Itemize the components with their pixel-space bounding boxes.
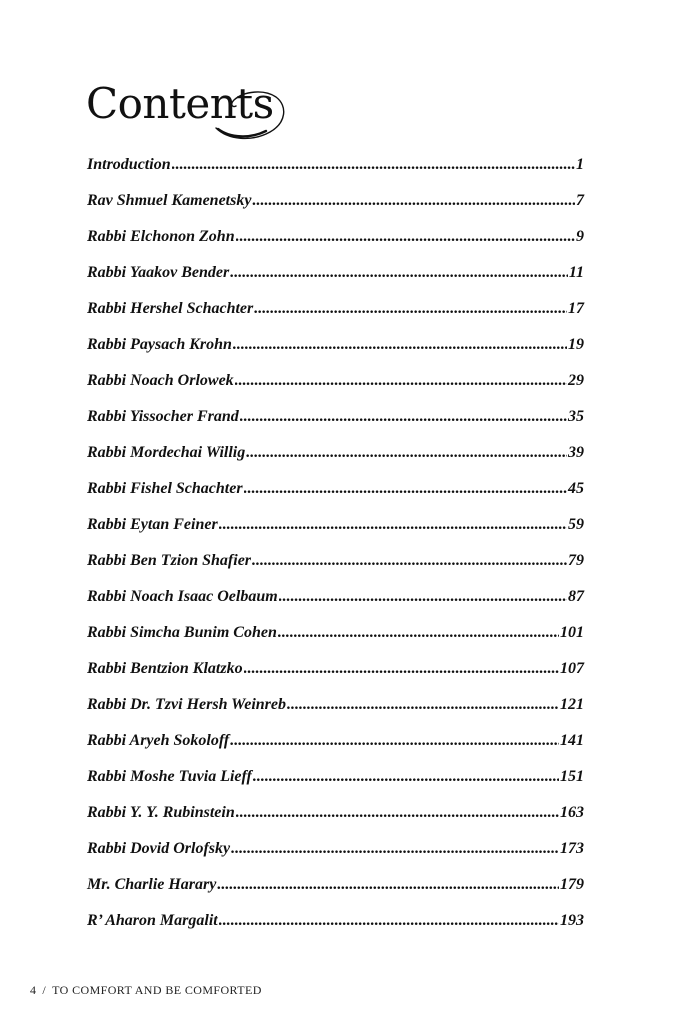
- table-of-contents: [87, 151, 584, 943]
- toc-entry-page: 173: [560, 840, 584, 857]
- toc-dot-leader: [279, 583, 567, 611]
- toc-entry-page: 19: [568, 336, 584, 353]
- toc-entry: [87, 151, 584, 187]
- toc-entry: [87, 547, 584, 583]
- toc-entry-title: Mr. Charlie Harary: [87, 876, 217, 893]
- toc-entry: [87, 295, 584, 331]
- footer-book-title: TO COMFORT AND BE COMFORTED: [52, 983, 262, 997]
- toc-entry-title: Rabbi Fishel Schachter: [87, 480, 243, 497]
- toc-entry-page: 101: [560, 624, 584, 641]
- footer-separator: /: [42, 983, 47, 997]
- toc-dot-leader: [219, 511, 567, 539]
- page-title: Contents: [86, 79, 274, 128]
- toc-entry: [87, 835, 584, 871]
- toc-entry: [87, 907, 584, 943]
- toc-entry-page: 121: [560, 696, 584, 713]
- toc-dot-leader: [172, 151, 575, 179]
- contents-heading: [86, 78, 306, 148]
- toc-entry: [87, 439, 584, 475]
- toc-dot-leader: [287, 691, 559, 719]
- toc-entry-title: Rabbi Mordechai Willig: [87, 444, 246, 461]
- toc-entry-title: Rabbi Simcha Bunim Cohen: [87, 624, 277, 641]
- toc-dot-leader: [236, 223, 575, 251]
- toc-entry-title: Rabbi Noach Orlowek: [87, 372, 234, 389]
- toc-dot-leader: [219, 907, 559, 935]
- toc-dot-leader: [278, 619, 559, 647]
- toc-entry-page: 163: [560, 804, 584, 821]
- toc-entry-page: 9: [576, 228, 584, 245]
- toc-dot-leader: [230, 727, 559, 755]
- toc-entry-page: 11: [568, 264, 584, 281]
- toc-entry-title: Rabbi Elchonon Zohn: [87, 228, 235, 245]
- toc-entry: [87, 331, 584, 367]
- toc-entry-page: 29: [568, 372, 584, 389]
- toc-entry-title: Rabbi Eytan Feiner: [87, 516, 218, 533]
- toc-entry-page: 17: [568, 300, 584, 317]
- toc-entry-title: Introduction: [87, 156, 171, 173]
- toc-entry: [87, 871, 584, 907]
- toc-dot-leader: [252, 187, 575, 215]
- toc-entry-page: 79: [568, 552, 584, 569]
- toc-entry-page: 59: [568, 516, 584, 533]
- toc-entry-page: 151: [560, 768, 584, 785]
- toc-entry: [87, 367, 584, 403]
- toc-entry-title: Rabbi Dr. Tzvi Hersh Weinreb: [87, 696, 286, 713]
- toc-entry-title: Rav Shmuel Kamenetsky: [87, 192, 252, 209]
- toc-entry-page: 45: [568, 480, 584, 497]
- swash-flourish-icon: [214, 88, 288, 144]
- toc-dot-leader: [231, 835, 559, 863]
- toc-dot-leader: [236, 799, 559, 827]
- toc-entry-title: Rabbi Ben Tzion Shafier: [87, 552, 252, 569]
- toc-entry-title: Rabbi Dovid Orlofsky: [87, 840, 231, 857]
- toc-entry: [87, 619, 584, 655]
- toc-entry-title: Rabbi Hershel Schachter: [87, 300, 254, 317]
- toc-dot-leader: [254, 295, 567, 323]
- toc-dot-leader: [244, 655, 559, 683]
- toc-entry: [87, 727, 584, 763]
- toc-entry: [87, 511, 584, 547]
- toc-entry-title: Rabbi Moshe Tuvia Lieff: [87, 768, 252, 785]
- toc-entry-page: 141: [560, 732, 584, 749]
- toc-entry-title: Rabbi Paysach Krohn: [87, 336, 232, 353]
- toc-entry-title: Rabbi Y. Y. Rubinstein: [87, 804, 235, 821]
- toc-dot-leader: [235, 367, 567, 395]
- toc-dot-leader: [244, 475, 567, 503]
- toc-dot-leader: [217, 871, 559, 899]
- toc-entry-title: Rabbi Yissocher Frand: [87, 408, 239, 425]
- toc-entry: [87, 691, 584, 727]
- toc-dot-leader: [246, 439, 567, 467]
- toc-entry: [87, 223, 584, 259]
- toc-entry: [87, 763, 584, 799]
- toc-dot-leader: [240, 403, 567, 431]
- toc-entry: [87, 475, 584, 511]
- toc-entry-page: 107: [560, 660, 584, 677]
- toc-entry-title: Rabbi Noach Isaac Oelbaum: [87, 588, 278, 605]
- toc-entry-page: 35: [568, 408, 584, 425]
- toc-entry: [87, 259, 584, 295]
- toc-dot-leader: [252, 547, 567, 575]
- toc-entry: [87, 655, 584, 691]
- toc-entry-page: 39: [568, 444, 584, 461]
- toc-entry: [87, 403, 584, 439]
- toc-entry: [87, 187, 584, 223]
- toc-dot-leader: [230, 259, 568, 287]
- toc-entry-page: 179: [560, 876, 584, 893]
- toc-entry-page: 7: [576, 192, 584, 209]
- toc-entry-title: Rabbi Aryeh Sokoloff: [87, 732, 230, 749]
- footer-page-number: 4: [30, 983, 37, 997]
- toc-entry-title: Rabbi Bentzion Klatzko: [87, 660, 243, 677]
- toc-dot-leader: [233, 331, 567, 359]
- toc-entry-page: 193: [560, 912, 584, 929]
- toc-entry-page: 1: [576, 156, 584, 173]
- toc-entry-title: Rabbi Yaakov Bender: [87, 264, 230, 281]
- toc-entry-title: R’ Aharon Margalit: [87, 912, 218, 929]
- toc-dot-leader: [253, 763, 559, 791]
- running-footer: [30, 983, 262, 998]
- toc-entry: [87, 583, 584, 619]
- toc-entry-page: 87: [568, 588, 584, 605]
- toc-entry: [87, 799, 584, 835]
